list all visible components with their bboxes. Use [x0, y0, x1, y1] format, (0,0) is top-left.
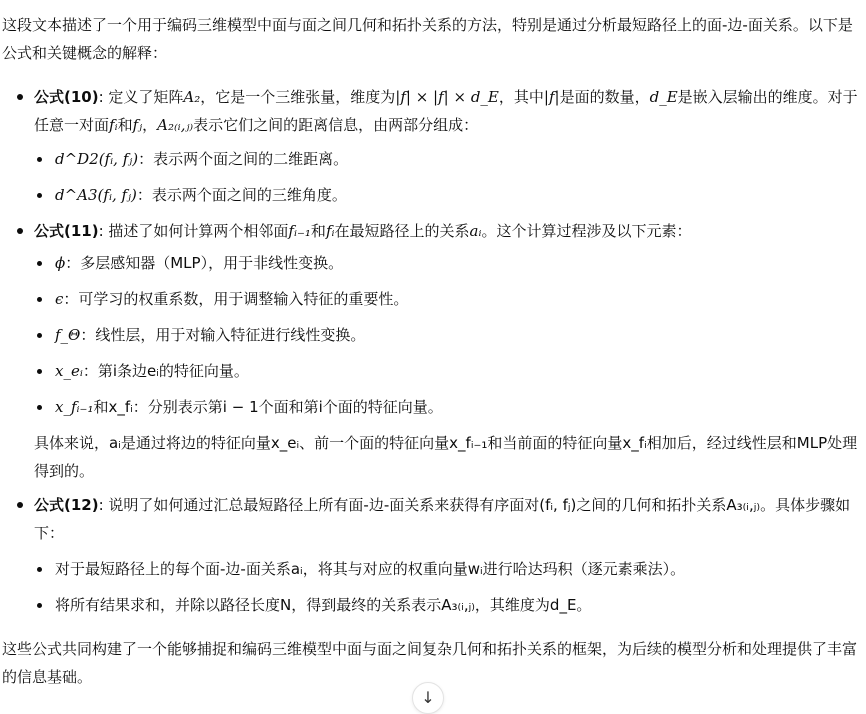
list-item: x_eᵢ：第i条边eᵢ的特征向量。: [34, 353, 858, 389]
list-item: d^D2(fᵢ, fⱼ)：表示两个面之间的二维距离。: [34, 141, 858, 177]
message-content: [2, 11, 858, 691]
formula-10-item: [2, 83, 858, 139]
list-item: d^A3(fᵢ, fⱼ)：表示两个面之间的三维角度。: [34, 177, 858, 213]
formula-11-item: [2, 217, 858, 245]
list-item: 对于最短路径上的每个面-边-面关系aᵢ，将其与对应的权重向量wᵢ进行哈达玛积（逐元素乘法）。: [34, 551, 858, 587]
formula-10-title: 公式(10): [34, 88, 99, 106]
list-item: f_Θ：线性层，用于对输入特征进行线性变换。: [34, 317, 858, 353]
formula-10-text: 公式(10): 定义了矩阵A₂，它是一个三维张量，维度为|f| × |f| × d_E，其中|f|是面的数量，d_E是嵌入层输出的维度。对于任意一对面fᵢ和fⱼ，A₂₍ᵢ,ⱼ₎表示它们之间的距离信息，由两部分组成：: [34, 88, 858, 134]
list-item: ϵ：可学习的权重系数，用于调整输入特征的重要性。: [34, 281, 858, 317]
formula-11-title: 公式(11): [34, 222, 99, 240]
arrow-down-icon: ↓: [421, 688, 435, 707]
list-item: ϕ：多层感知器（MLP），用于非线性变换。: [34, 245, 858, 281]
scroll-to-bottom-button[interactable]: [412, 682, 444, 714]
outro-paragraph: 这些公式共同构建了一个能够捕捉和编码三维模型中面与面之间复杂几何和拓扑关系的框架，为后续的模型分析和处理提供了丰富的信息基础。: [2, 640, 858, 686]
formula-12-title: 公式(12): [34, 496, 99, 514]
formula-12-item: [2, 491, 858, 547]
formula-11-note: 具体来说，aᵢ是通过将边的特征向量x_eᵢ、前一个面的特征向量x_fᵢ₋₁和当前面的特征向量x_fᵢ相加后，经过线性层和MLP处理得到的。: [34, 434, 858, 480]
list-item: 将所有结果求和，并除以路径长度N，得到最终的关系表示A₃₍ᵢ,ⱼ₎，其维度为d_E。: [34, 587, 858, 623]
formula-11-text: 公式(11): 描述了如何计算两个相邻面fᵢ₋₁和fᵢ在最短路径上的关系aᵢ。这个计算过程涉及以下元素：: [34, 222, 692, 240]
list-item: x_fᵢ₋₁和x_fᵢ：分别表示第i − 1个面和第i个面的特征向量。: [34, 389, 858, 425]
formula-12-text: 公式(12): 说明了如何通过汇总最短路径上所有面-边-面关系来获得有序面对(fᵢ, fⱼ)之间的几何和拓扑关系A₃₍ᵢ,ⱼ₎。具体步骤如下：: [34, 496, 851, 542]
intro-paragraph: 这段文本描述了一个用于编码三维模型中面与面之间几何和拓扑关系的方法，特别是通过分析最短路径上的面-边-面关系。以下是公式和关键概念的解释：: [2, 16, 853, 62]
